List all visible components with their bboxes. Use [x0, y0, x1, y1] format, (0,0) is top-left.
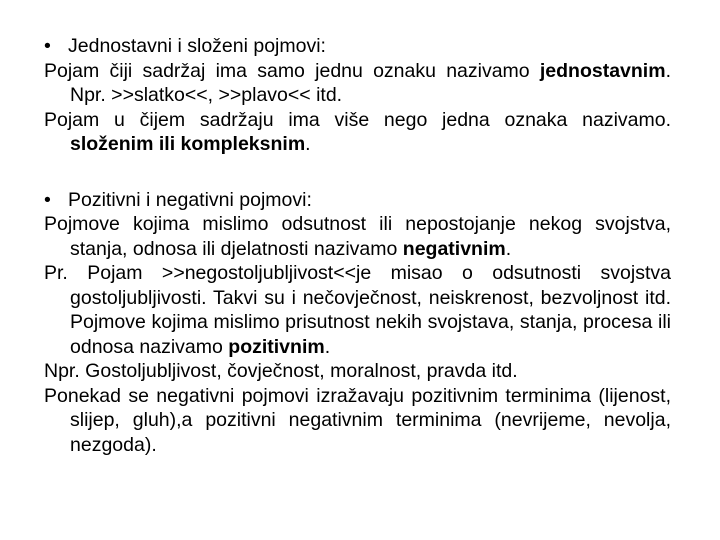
section2-heading-text: Pozitivni i negativni pojmovi: [68, 188, 312, 211]
section2-paragraph-1 [44, 212, 671, 261]
section2-paragraph-2 [44, 261, 671, 359]
section2-paragraph-3: Npr. Gostoljubljivost, čovječnost, moralnost, pravda itd. [44, 360, 518, 382]
bullet-icon: • [44, 188, 51, 211]
section1-p2-text-after: . [305, 133, 311, 155]
section1-heading-text: Jednostavni i složeni pojmovi: [68, 35, 326, 57]
section2-p2-text-after: . [324, 335, 331, 358]
section2-heading [44, 188, 671, 213]
section1-p1-text: Pojam čiji sadržaj ima samo jednu oznaku nazivamo [44, 59, 540, 82]
section1-heading [44, 34, 671, 59]
slide-content [44, 34, 671, 457]
section2-p2-bold: pozitivnim [228, 335, 325, 358]
section1-p1-bold: jednostavnim [539, 59, 666, 82]
bullet-icon: • [44, 35, 51, 57]
section2-p1-bold: negativnim [402, 237, 506, 260]
section1-paragraph-1 [44, 59, 671, 108]
section2-p2-text: Pr. Pojam >>negostoljubljivost<<je misao o odsutnosti svojstva gostoljubljivosti. Takvi su i nečovječnost, neiskrenost, bezvoljnost itd. Pojmove kojima mislimo prisutnost nekih svojstava, stanja, procesa ili odnosa nazivamo [44, 262, 671, 358]
section1-p1-text-after: . Npr. >>slatko<<, >>plavo<< itd. [70, 59, 671, 106]
section1-paragraph-2 [44, 108, 671, 157]
section1-p2-bold: složenim ili kompleksnim [70, 133, 306, 155]
section2-p1-text: Pojmove kojima mislimo odsutnost ili nepostojanje nekog svojstva, stanja, odnosa ili djelatnosti nazivamo [44, 213, 671, 260]
section2-paragraph-4: Ponekad se negativni pojmovi izražavaju pozitivnim terminima (lijenost, slijep, gluh),a pozitivni negativnim terminima (nevrijeme, nevolja, nezgoda). [44, 384, 671, 456]
section2-p1-text-after: . [505, 237, 512, 260]
section-gap [44, 157, 671, 188]
section1-p2-text: Pojam u čijem sadržaju ima više nego jedna oznaka nazivamo. [44, 108, 671, 131]
